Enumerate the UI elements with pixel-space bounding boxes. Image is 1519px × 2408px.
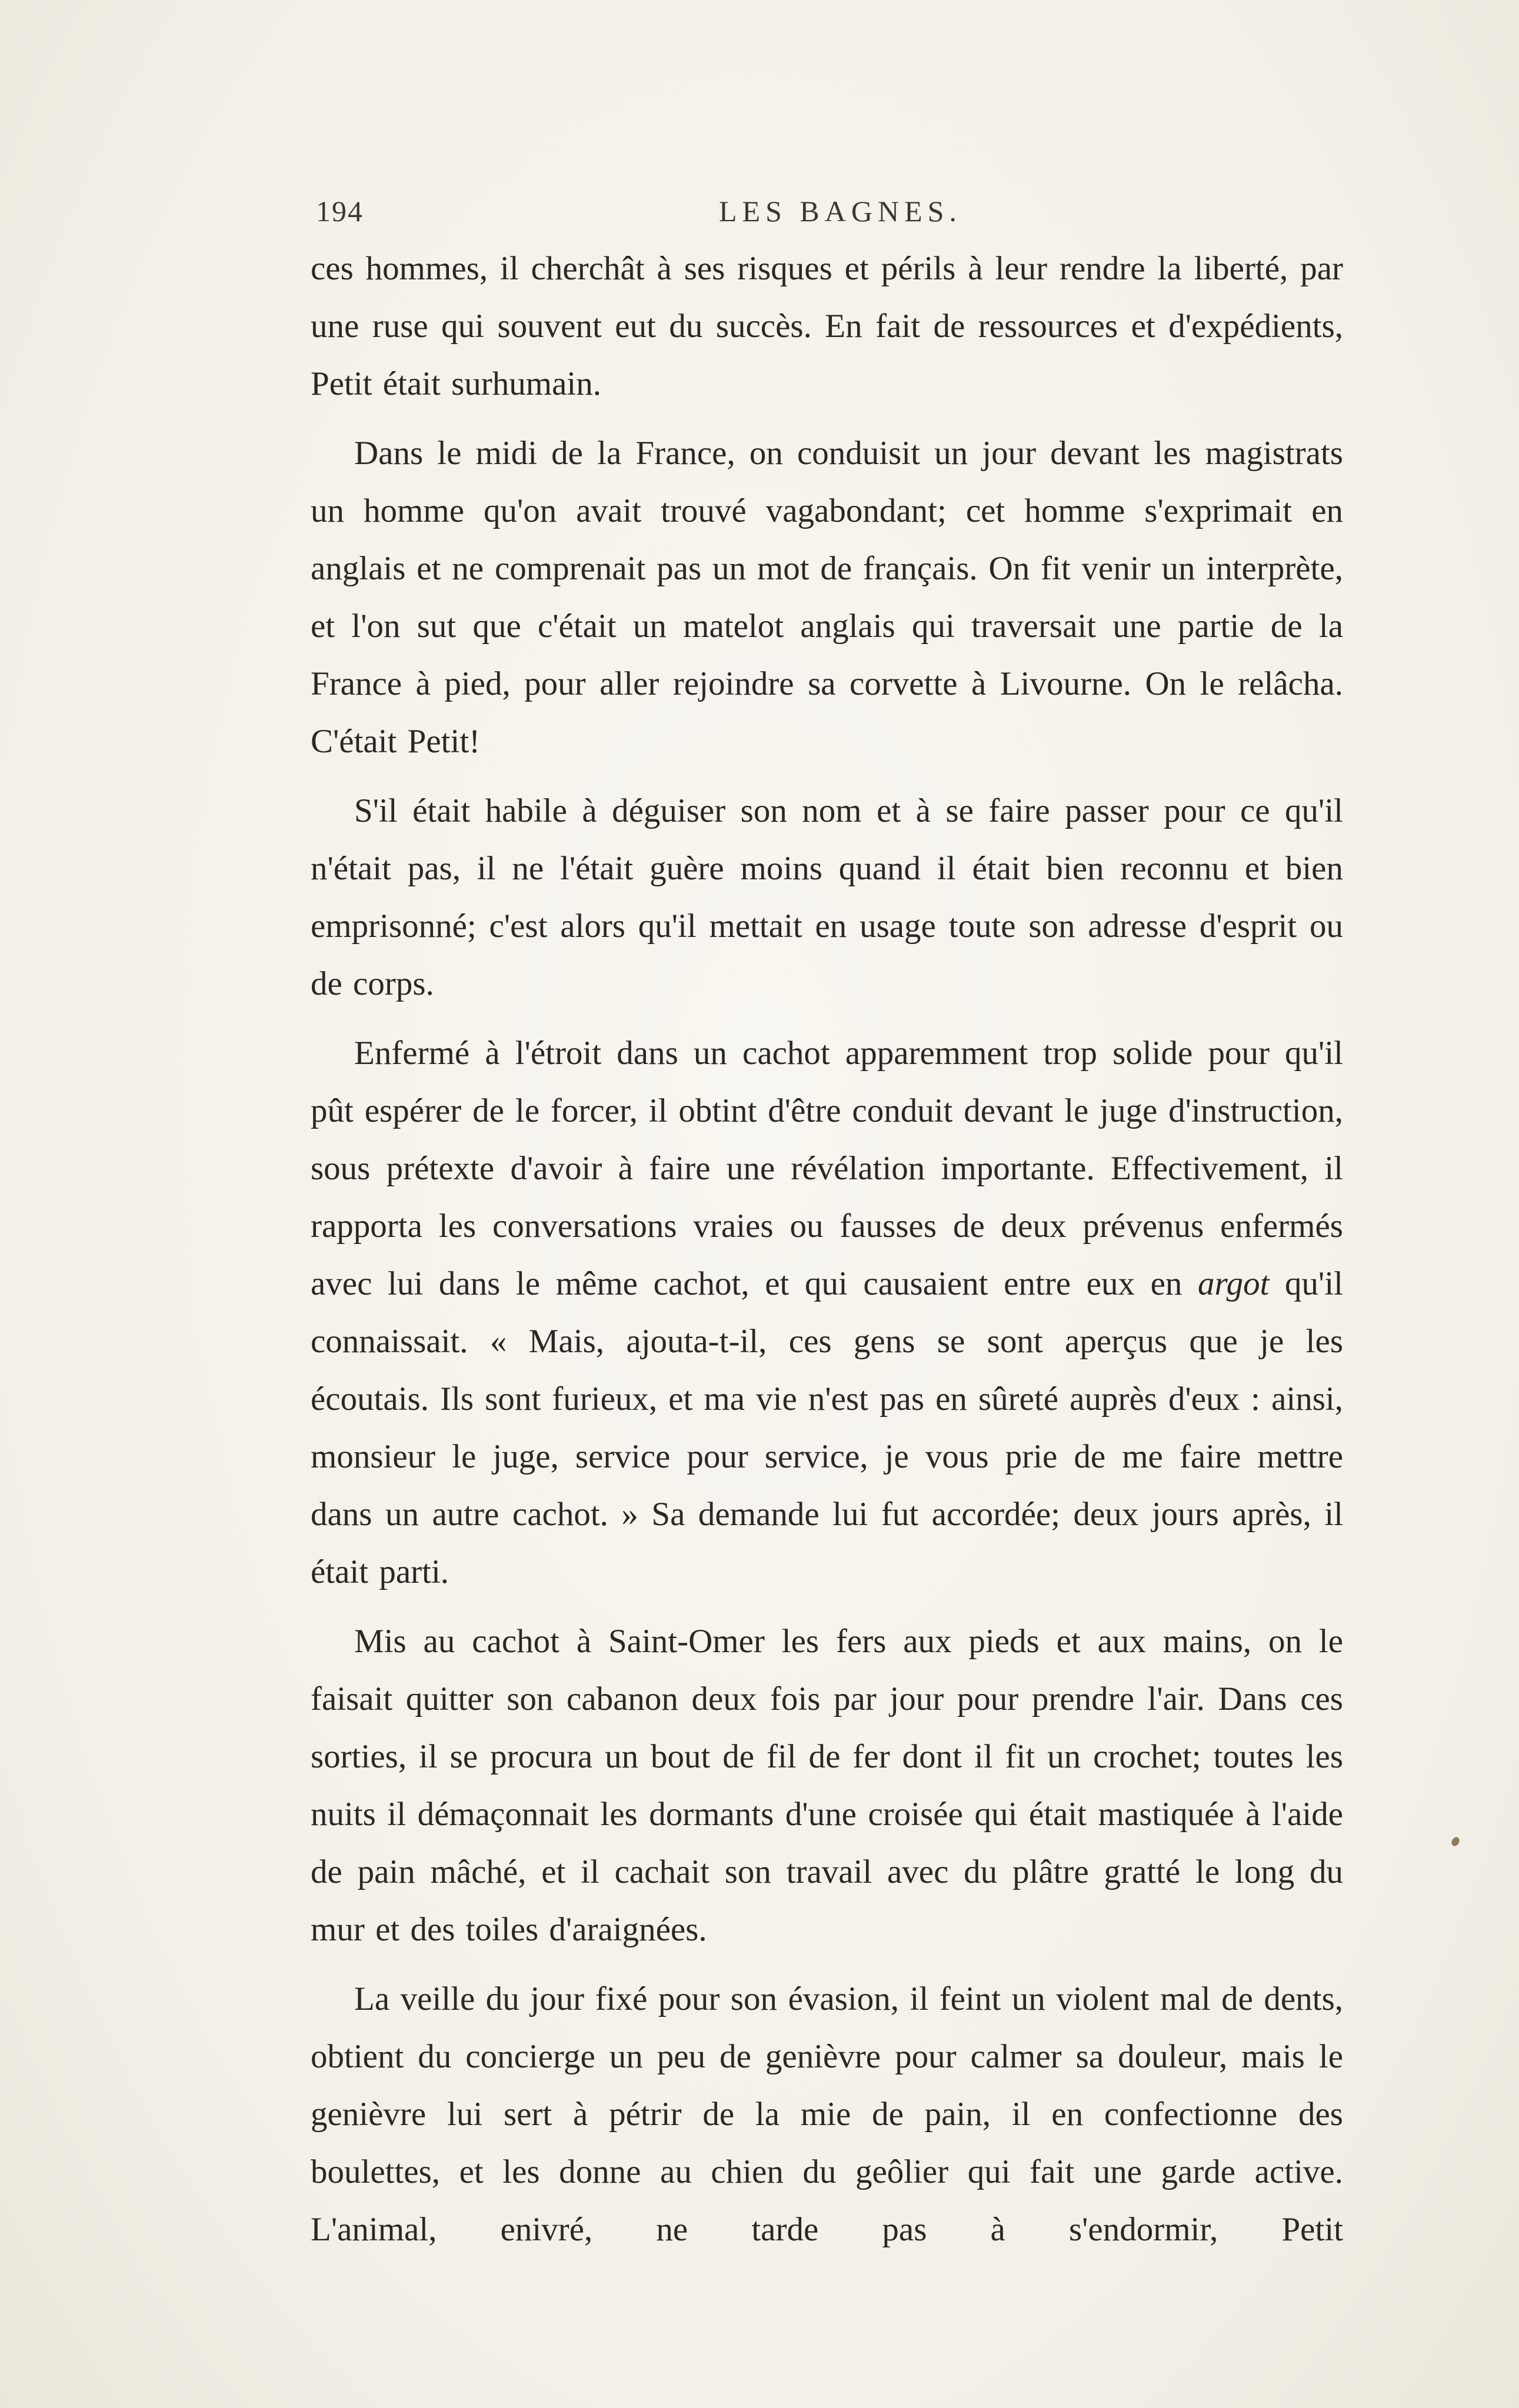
body-text <box>311 240 1343 2270</box>
paragraph-saint-omer: Mis au cachot à Saint-Omer les fers aux pieds et aux mains, on le faisait quitter son cabanon deux fois par jour pour prendre l'air. Dans ces sorties, il se procura un bout de fil de fer dont il fit un crochet; toutes les nuits il démaçonnait les dormants d'une croisée qui était mastiquée à l'aide de pain mâché, et il cachait son travail avec du plâtre gratté le long du mur et des toiles d'araignées. <box>311 1623 1343 1948</box>
paragraph-evasion: La veille du jour fixé pour son évasion, il feint un violent mal de dents, obtient du concierge un peu de genièvre pour calmer sa douleur, mais le genièvre lui sert à pétrir de la mie de pain, il en confectionne des boulettes, et les donne au chien du geôlier qui fait une garde active. L'animal, enivré, ne tarde pas à s'endormir, Petit <box>311 1980 1343 2248</box>
page-number: 194 <box>316 195 364 228</box>
paragraph-cachot-text-a: Enfermé à l'étroit dans un cachot apparemment trop solide pour qu'il pût espérer de le forcer, il obtint d'être conduit devant le juge d'instruction, sous prétexte d'avoir à faire une révélation importante. Effectivement, il rapporta les conversations vraies ou fausses de deux prévenus enfermés avec lui dans le même cachot, et qui causaient entre eux en <box>311 1035 1343 1302</box>
paragraph-continuation: ces hommes, il cherchât à ses risques et périls à leur rendre la liberté, par une ruse qui souvent eut du succès. En fait de ressources et d'expédients, Petit était surhumain. <box>311 250 1343 402</box>
ink-speck <box>1450 1836 1461 1847</box>
paragraph-cachot <box>311 1025 1343 1601</box>
running-title: LES BAGNES. <box>719 195 962 228</box>
paragraph-cachot-text-b: qu'il connaissait. « Mais, ajouta-t-il, ces gens se sont aperçus que je les écoutais. Ils sont furieux, et ma vie n'est pas en sûreté auprès d'eux : ainsi, monsieur le juge, service pour service, je vous prie de me faire mettre dans un autre cachot. » Sa demande lui fut accordée; deux jours après, il était parti. <box>311 1265 1343 1590</box>
italic-word-argot: argot <box>1198 1265 1270 1302</box>
paragraph-vagabond: Dans le midi de la France, on conduisit un jour devant les magistrats un homme qu'on avait trouvé vagabondant; cet homme s'exprimait en anglais et ne comprenait pas un mot de français. On fit venir un interprète, et l'on sut que c'était un matelot anglais qui traversait une partie de la France à pied, pour aller rejoindre sa corvette à Livourne. On le relâcha. C'était Petit! <box>311 435 1343 760</box>
paragraph-disguise: S'il était habile à déguiser son nom et à se faire passer pour ce qu'il n'était pas, il ne l'était guère moins quand il était bien reconnu et bien emprisonné; c'est alors qu'il mettait en usage toute son adresse d'esprit ou de corps. <box>311 792 1343 1002</box>
